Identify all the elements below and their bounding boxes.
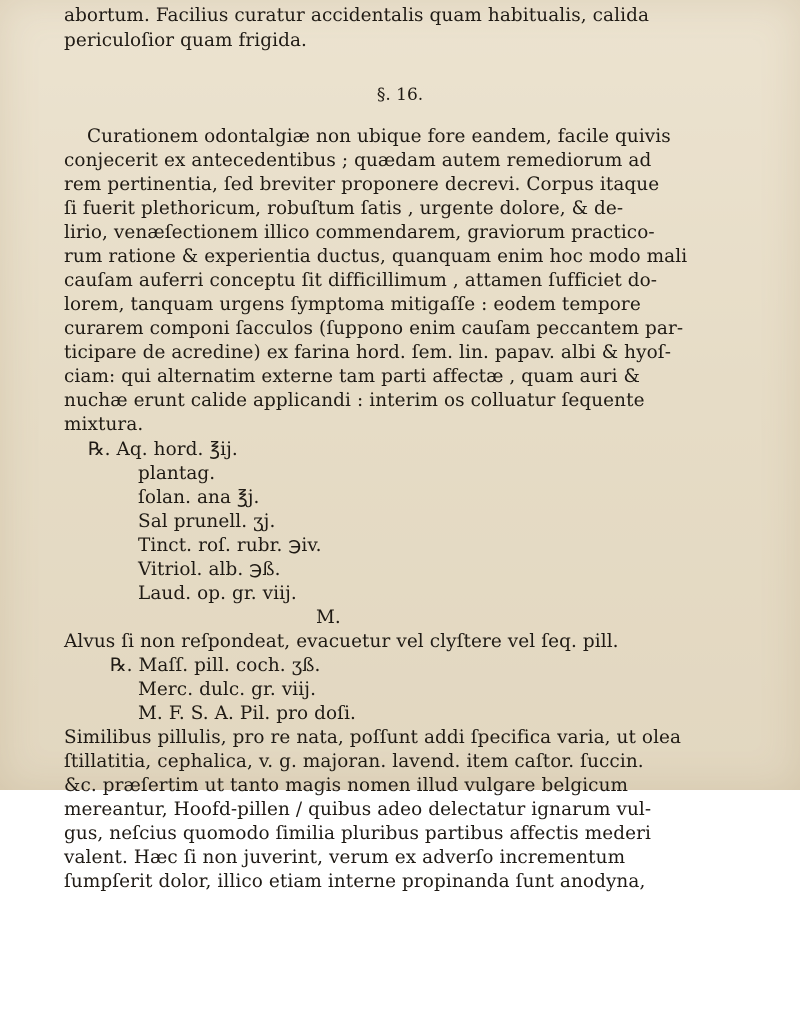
recipe-line: Merc. dulc. gr. viij. [138,679,317,700]
text-line: gus, neſcius quomodo ſimilia pluribus partibus affectis mederi [64,823,652,844]
text-line: curarem componi ſacculos (ſuppono enim cauſam peccantem par- [64,318,684,339]
text-line: ſumpſerit dolor, illico etiam interne propinanda ſunt anodyna, [64,871,646,892]
text-line: mixtura. [64,414,144,435]
text-line: ſtillatitia, cephalica, v. g. majoran. lavend. item caſtor. ſuccin. [64,751,644,772]
recipe-line: ℞. Maſſ. pill. coch. ʒß. [110,655,321,676]
text-line: Curationem odontalgiæ non ubique fore eandem, facile quivis [87,126,671,147]
recipe-line: Vitriol. alb. ℈ß. [138,559,281,580]
text-line: cauſam auferri conceptu ſit difficillimum , attamen ſufficiet do- [64,270,658,291]
text-line: nuchæ erunt calide applicandi : interim os colluatur ſequente [64,390,645,411]
text-line: rem pertinentia, ſed breviter proponere decrevi. Corpus itaque [64,174,660,195]
text-line: valent. Hæc ſi non juverint, verum ex adverſo incrementum [64,847,626,868]
text-line: ſi fuerit plethoricum, robuſtum ſatis , urgente dolore, & de- [64,198,624,219]
text-line: ciam: qui alternatim externe tam parti affectæ , quam auri & [64,366,640,387]
text-line: Alvus ſi non reſpondeat, evacuetur vel clyſtere vel ſeq. pill. [64,631,619,652]
recipe-line: M. F. S. A. Pil. pro doſi. [138,703,357,724]
recipe-line: Laud. op. gr. viij. [138,583,297,604]
text-line: periculoſior quam frigida. [64,30,308,51]
recipe-line: Sal prunell. ʒj. [138,511,276,532]
text-line: lorem, tanquam urgens ſymptoma mitigaſſe : eodem tempore [64,294,641,315]
text-line: rum ratione & experientia ductus, quanquam enim hoc modo mali [64,246,688,267]
text-line: mereantur, Hoofd-pillen / quibus adeo delectatur ignarum vul- [64,799,652,820]
text-line: conjecerit ex antecedentibus ; quædam autem remediorum ad [64,150,652,171]
recipe-line: plantag. [138,463,216,484]
recipe-line: ℞. Aq. hord. ℥ij. [88,439,238,460]
text-line: ticipare de acredine) ex farina hord. ſem. lin. papav. albi & hyoſ- [64,342,672,363]
text-line: lirio, venæſectionem illico commendarem, graviorum practico- [64,222,655,243]
recipe-line: M. [316,607,341,628]
recipe-line: ſolan. ana ℥j. [138,487,260,508]
text-line: Similibus pillulis, pro re nata, poſſunt addi ſpecifica varia, ut olea [64,727,682,748]
recipe-line: Tinct. roſ. rubr. ℈iv. [138,535,322,556]
text-line: &c. præſertim ut tanto magis nomen illud vulgare belgicum [64,775,629,796]
text-line: abortum. Facilius curatur accidentalis quam habitualis, calida [64,5,650,26]
section-number: §. 16. [376,85,424,105]
